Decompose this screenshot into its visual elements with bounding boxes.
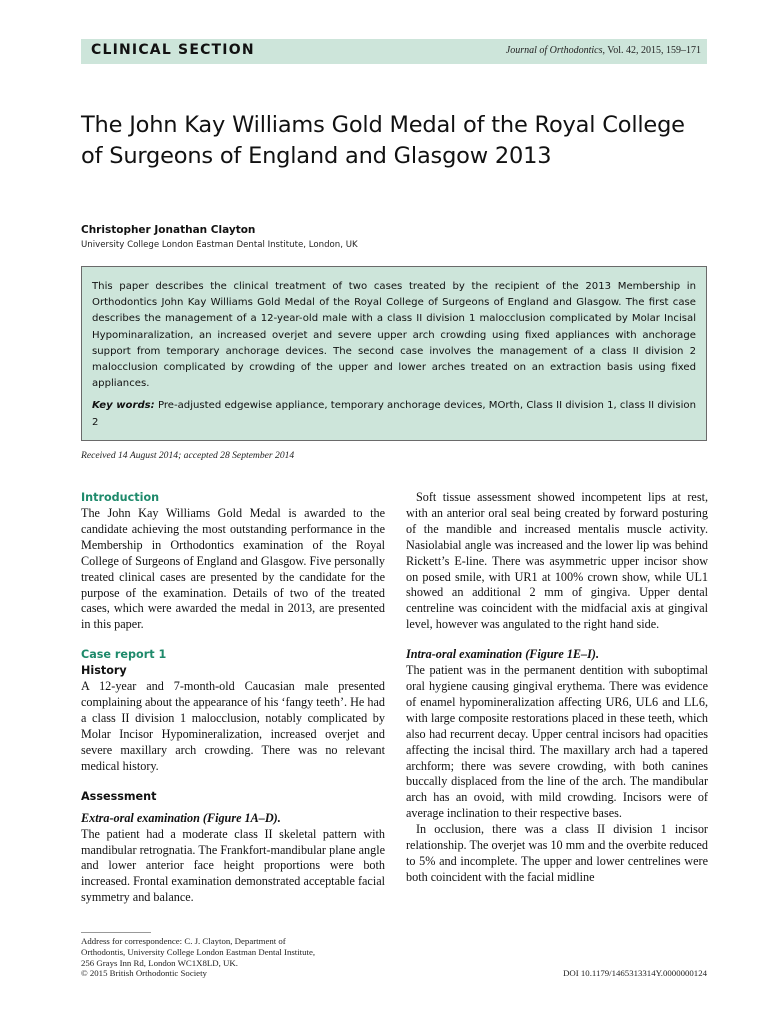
article-title: The John Kay Williams Gold Medal of the Royal College of Surgeons of England and Glasgow 2013: [81, 112, 685, 169]
intraoral-heading: Intra-oral examination (Figure 1E–I).: [406, 647, 600, 662]
correspondence-footnote: [81, 936, 391, 979]
address-line: 256 Grays Inn Rd, London WC1X8LD, UK.: [81, 957, 238, 968]
abstract-text: This paper describes the clinical treatment of two cases treated by the recipient of the 2013 Membership in Orthodontics John Kay Williams Gold Medal of the Royal College of Surgeons of England and Glasgow. The first case describes the management of a 12-year-old male with a class II division 1 malocclusion complicated by Molar Incisal Hypominaralization, an increased overjet and severe upper arch crowding using fixed appliances with anchorage support from temporary anchorage devices. The second case involves the management of a class II division 2 malocclusion complicated by crowding of the upper and lower arches treated on an extraction basis using fixed appliances.: [92, 281, 696, 390]
footnote-divider: [81, 932, 151, 933]
section-header-bar: [81, 39, 707, 64]
history-text: A 12-year and 7-month-old Caucasian male presented complaining about the appearance of his ‘fangy teeth’. He had a class II division 1 malocclusion, notably complicated by Molar Incisor Hypomineralization, increased overjet and severe maxillary arch crowding. There was no relevant medical history.: [81, 679, 385, 773]
introduction-text: The John Kay Williams Gold Medal is awarded to the candidate achieving the most outstanding performance in the Membership in Orthodontics examination of the Royal College of Surgeons of England and Glasgow. Five personally treated clinical cases are presented by the candidate for the purpose of the examination. Details of two of the treated cases, which were awarded the medal in 2013, are presented in this paper.: [81, 506, 385, 632]
abstract-box: [81, 266, 707, 441]
received-dates: Received 14 August 2014; accepted 28 September 2014: [81, 450, 295, 461]
author-affiliation: University College London Eastman Dental Institute, London, UK: [81, 240, 358, 250]
section-label: CLINICAL SECTION: [91, 42, 255, 58]
keywords: [92, 398, 696, 430]
keywords-label: Key words:: [92, 400, 155, 412]
copyright-line: © 2015 British Orthodontic Society: [81, 968, 207, 979]
journal-name: Journal of Orthodontics: [505, 45, 603, 56]
doi: DOI 10.1179/1465313314Y.0000000124: [563, 968, 707, 978]
keywords-list: Pre-adjusted edgewise appliance, temporary anchorage devices, MOrth, Class II division 1, class II division 2: [92, 400, 696, 428]
journal-volume: , Vol. 42, 2015, 159–171: [602, 45, 701, 56]
right-column: [406, 490, 708, 886]
journal-reference: [506, 45, 701, 56]
occlusion-text: In occlusion, there was a class II division 1 incisor relationship. The overjet was 10 mm and the overbite reduced to 5% and incomplete. The upper and lower centrelines were both coincident with the facial midline: [406, 822, 708, 884]
left-column: [81, 490, 385, 906]
soft-tissue-text: Soft tissue assessment showed incompetent lips at rest, with an anterior oral seal being created by forward posturing of the mandible and increased mentalis muscle activity. Nasiolabial angle was increased and the lower lip was behind Rickett’s E-line. There was asymmetric upper incisor show on posed smile, with UR1 at 100% crown show, while UL1 showed an additional 2 mm of gingiva. Upper dental centreline was coincident with the midfacial axis at gingival level, however was angulated to the right hand side.: [406, 490, 708, 632]
extraoral-text: The patient had a moderate class II skeletal pattern with mandibular retrognatia. The Frankfort-mandibular plane angle and lower anterior face height proportions were both increased. Frontal examination demonstrated acceptable facial symmetry and balance.: [81, 826, 385, 905]
address-line: Orthodontis, University College London Eastman Dental Institute,: [81, 946, 316, 957]
history-heading: History: [81, 664, 127, 678]
author-name: Christopher Jonathan Clayton: [81, 224, 256, 236]
case-report-heading: Case report 1: [81, 648, 167, 662]
intraoral-text: The patient was in the permanent dentition with suboptimal oral hygiene causing gingival erythema. There was evidence of enamel hypomineralization affecting UR6, UL6 and LL6, with large composite restorations placed in these teeth, which also had recurrent decay. Upper central incisors had opacities affecting the incisal third. The maxillary arch had a tapered archform; there was severe crowding, with both canines buccally displaced from the line of the arch. The mandibular arch has an ovoid, with mild crowding. Incisors were of average inclination to their respective bases.: [406, 663, 708, 821]
address-line: Address for correspondence: C. J. Clayton, Department of: [81, 936, 286, 946]
introduction-heading: Introduction: [81, 491, 160, 504]
extraoral-heading: Extra-oral examination (Figure 1A–D).: [81, 810, 281, 825]
assessment-heading: Assessment: [81, 789, 157, 803]
